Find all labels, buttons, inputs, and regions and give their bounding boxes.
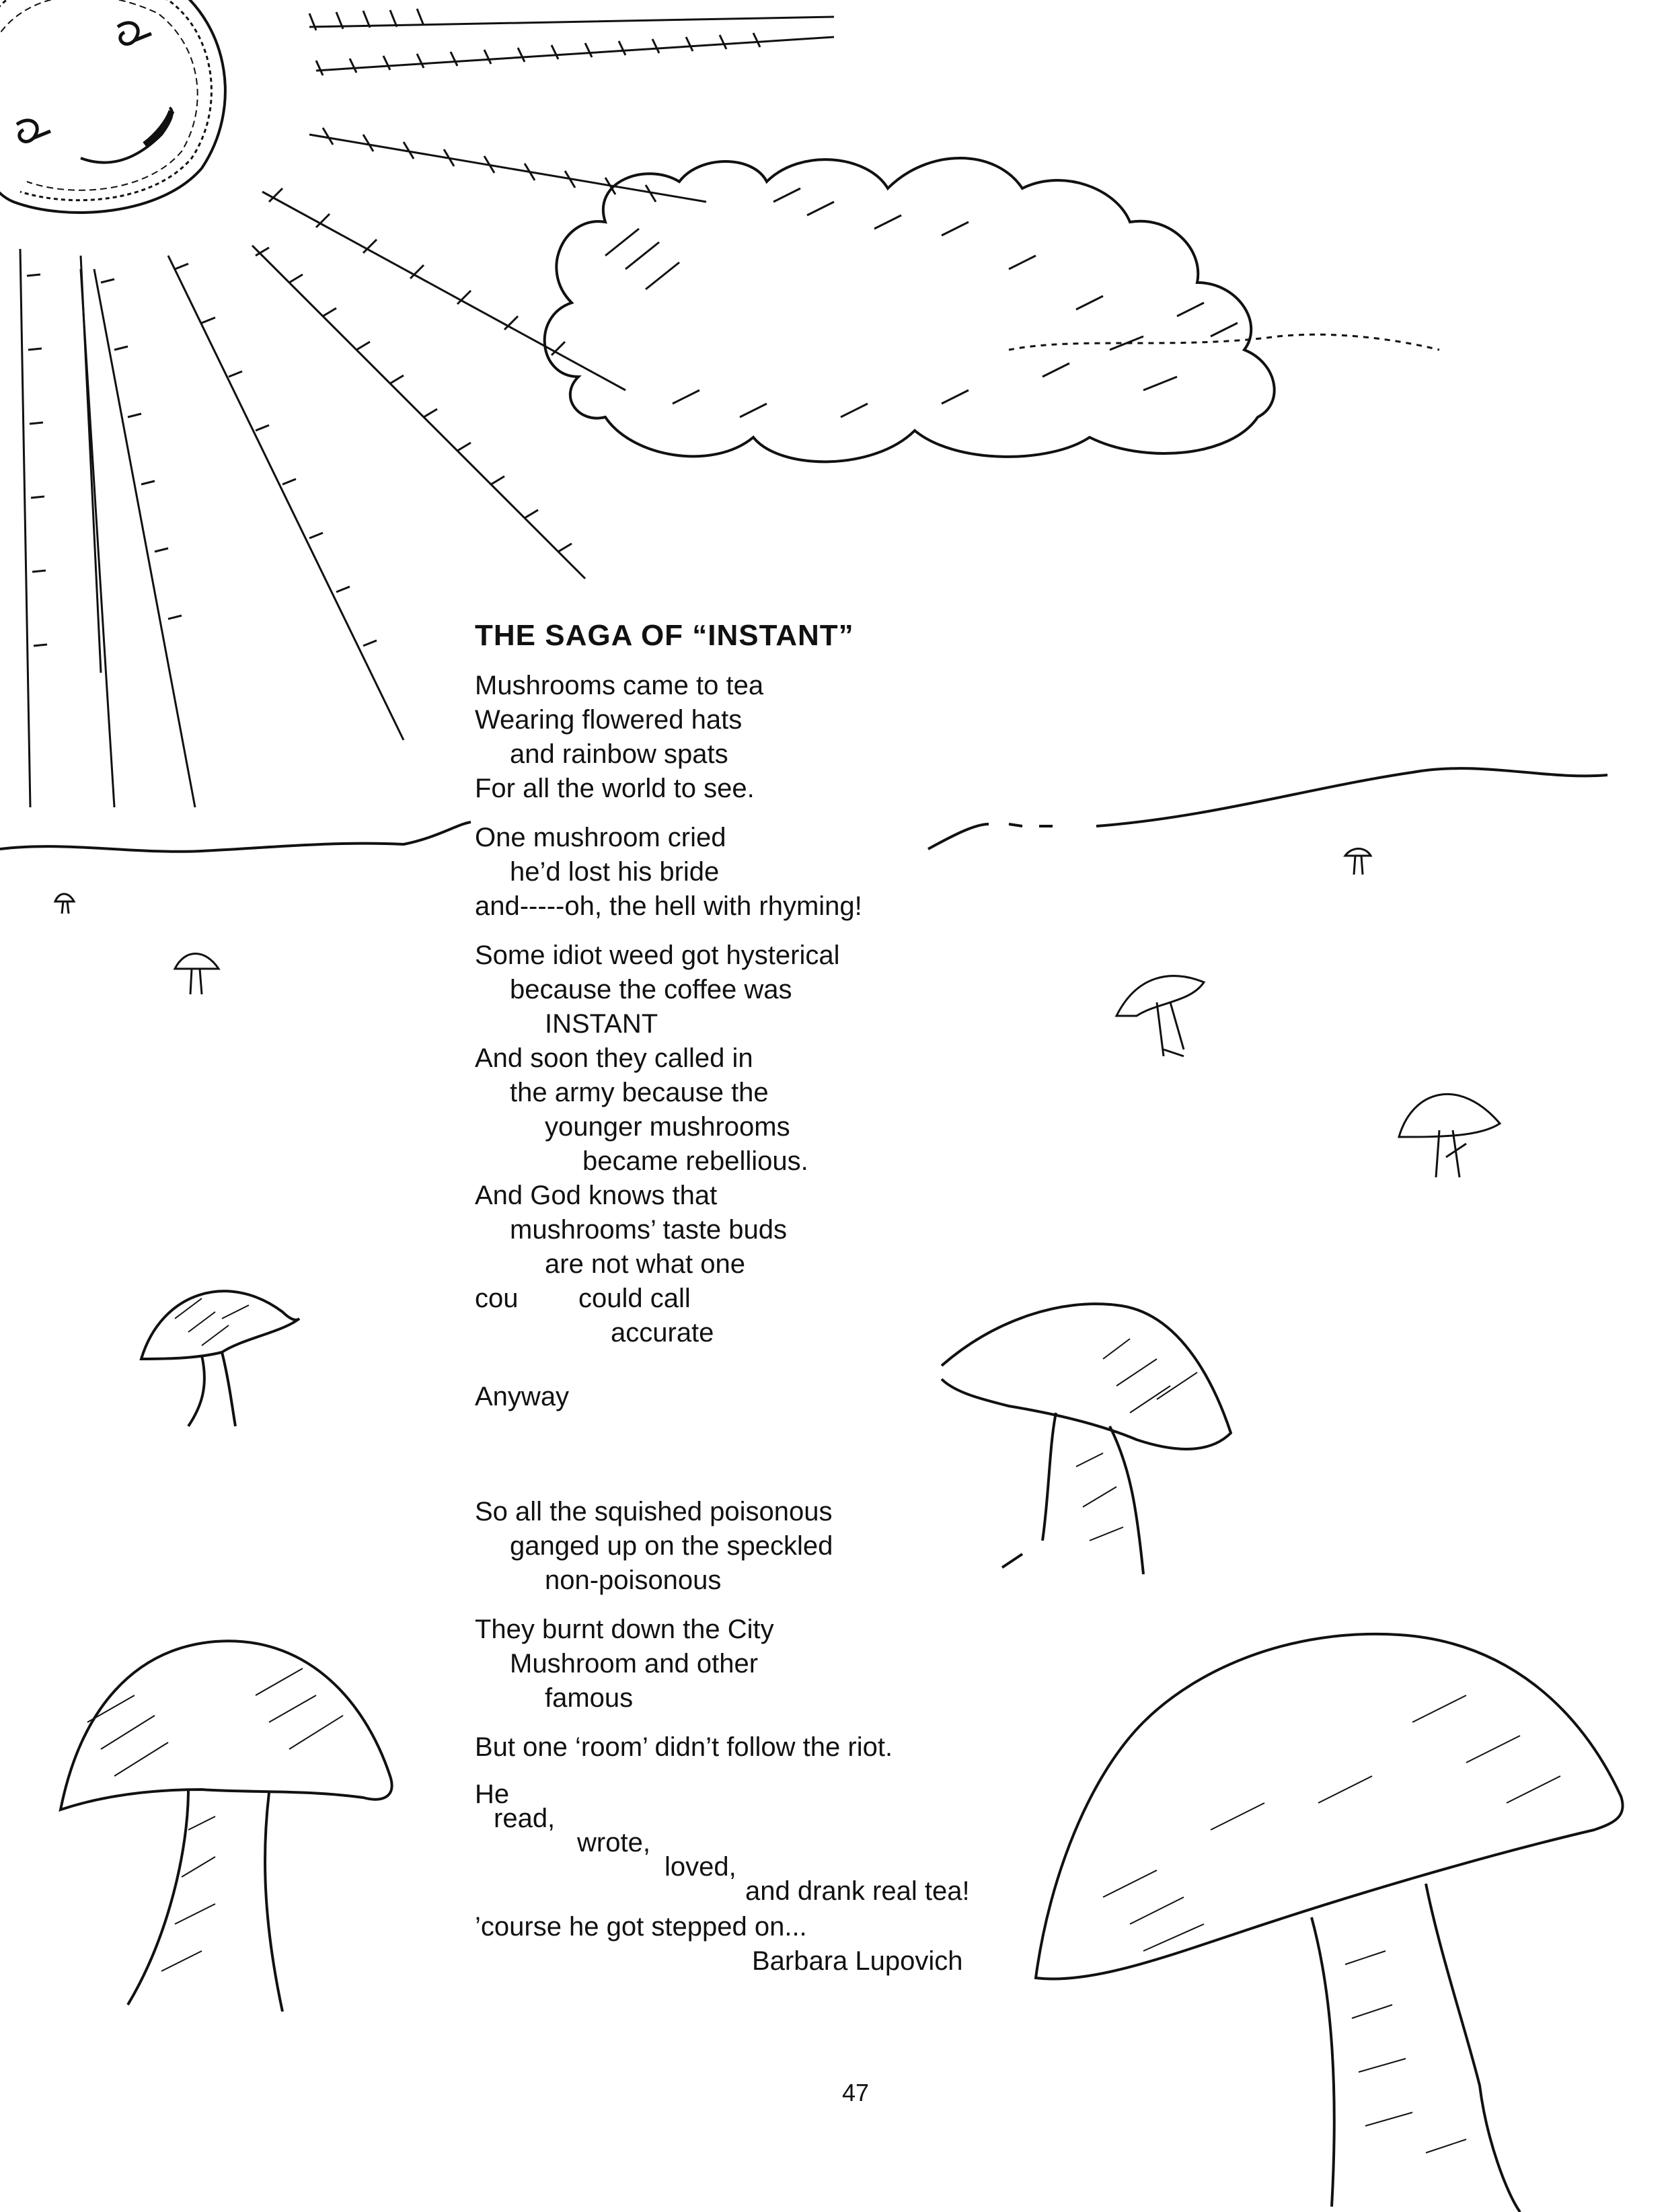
poem-line: non-poisonous <box>545 1565 722 1595</box>
poem-line: And soon they called in <box>475 1043 753 1073</box>
stanza <box>475 938 1080 1350</box>
stanza <box>475 669 1080 806</box>
poem-line: and-----oh, the hell with rhyming! <box>475 891 862 921</box>
staircase-line <box>475 1779 1080 1906</box>
poem-line: INSTANT <box>545 1009 658 1039</box>
poem-line: famous <box>545 1683 634 1713</box>
poem-line <box>475 1282 1080 1316</box>
loved-word: loved, <box>665 1852 736 1882</box>
poem-line: accurate <box>611 1318 714 1348</box>
cloud-icon <box>545 158 1439 462</box>
mushroom-icon <box>1036 1634 1623 2212</box>
mushroom-icon <box>141 1291 299 1426</box>
poem-line: Some idiot weed got hysterical <box>475 941 840 970</box>
poem-line: Wearing flowered hats <box>475 705 743 735</box>
poem-line: because the coffee was <box>510 975 792 1004</box>
poem-line: the army because the <box>510 1078 769 1107</box>
poem-line: younger mushrooms <box>545 1112 790 1142</box>
stanza <box>475 1613 1080 1716</box>
poem-line: Mushroom and other <box>510 1649 759 1679</box>
cou-text: cou <box>475 1284 519 1313</box>
poem-line: ’course he got stepped on... <box>475 1912 807 1942</box>
poem-line: So all the squished poisonous <box>475 1497 833 1526</box>
he-word: He <box>475 1779 510 1809</box>
drank-word: and drank real tea! <box>745 1876 970 1906</box>
stanza <box>475 1495 1080 1598</box>
poem-line: And God knows that <box>475 1181 718 1210</box>
poem-line: are not what one <box>545 1249 745 1279</box>
poem-line: One mushroom cried <box>475 823 726 852</box>
mushroom-icon <box>61 1641 392 2012</box>
stanza <box>475 821 1080 924</box>
poem-line: But one ‘room’ didn’t follow the riot. <box>475 1732 893 1762</box>
poem-line: became rebellious. <box>582 1146 808 1176</box>
page-number: 47 <box>842 2079 870 2106</box>
poem <box>475 619 1080 1979</box>
poem-title: THE SAGA OF “INSTANT” <box>475 619 854 652</box>
poem-line-anyway: Anyway <box>475 1382 570 1411</box>
stanza <box>475 1730 1080 1765</box>
read-word: read, <box>494 1804 556 1833</box>
sun-face-icon <box>0 0 225 213</box>
poem-line: he’d lost his bride <box>510 857 720 887</box>
poem-line: For all the world to see. <box>475 774 755 803</box>
poem-line: Mushrooms came to tea <box>475 671 764 700</box>
could-call-text: could call <box>578 1284 691 1313</box>
poem-line: ganged up on the speckled <box>510 1531 833 1561</box>
author-name: Barbara Lupovich <box>752 1946 963 1976</box>
poem-line: mushrooms’ taste buds <box>510 1215 788 1245</box>
poem-line: They burnt down the City <box>475 1615 774 1644</box>
wrote-word: wrote, <box>577 1828 650 1857</box>
poem-line: and rainbow spats <box>510 739 728 769</box>
